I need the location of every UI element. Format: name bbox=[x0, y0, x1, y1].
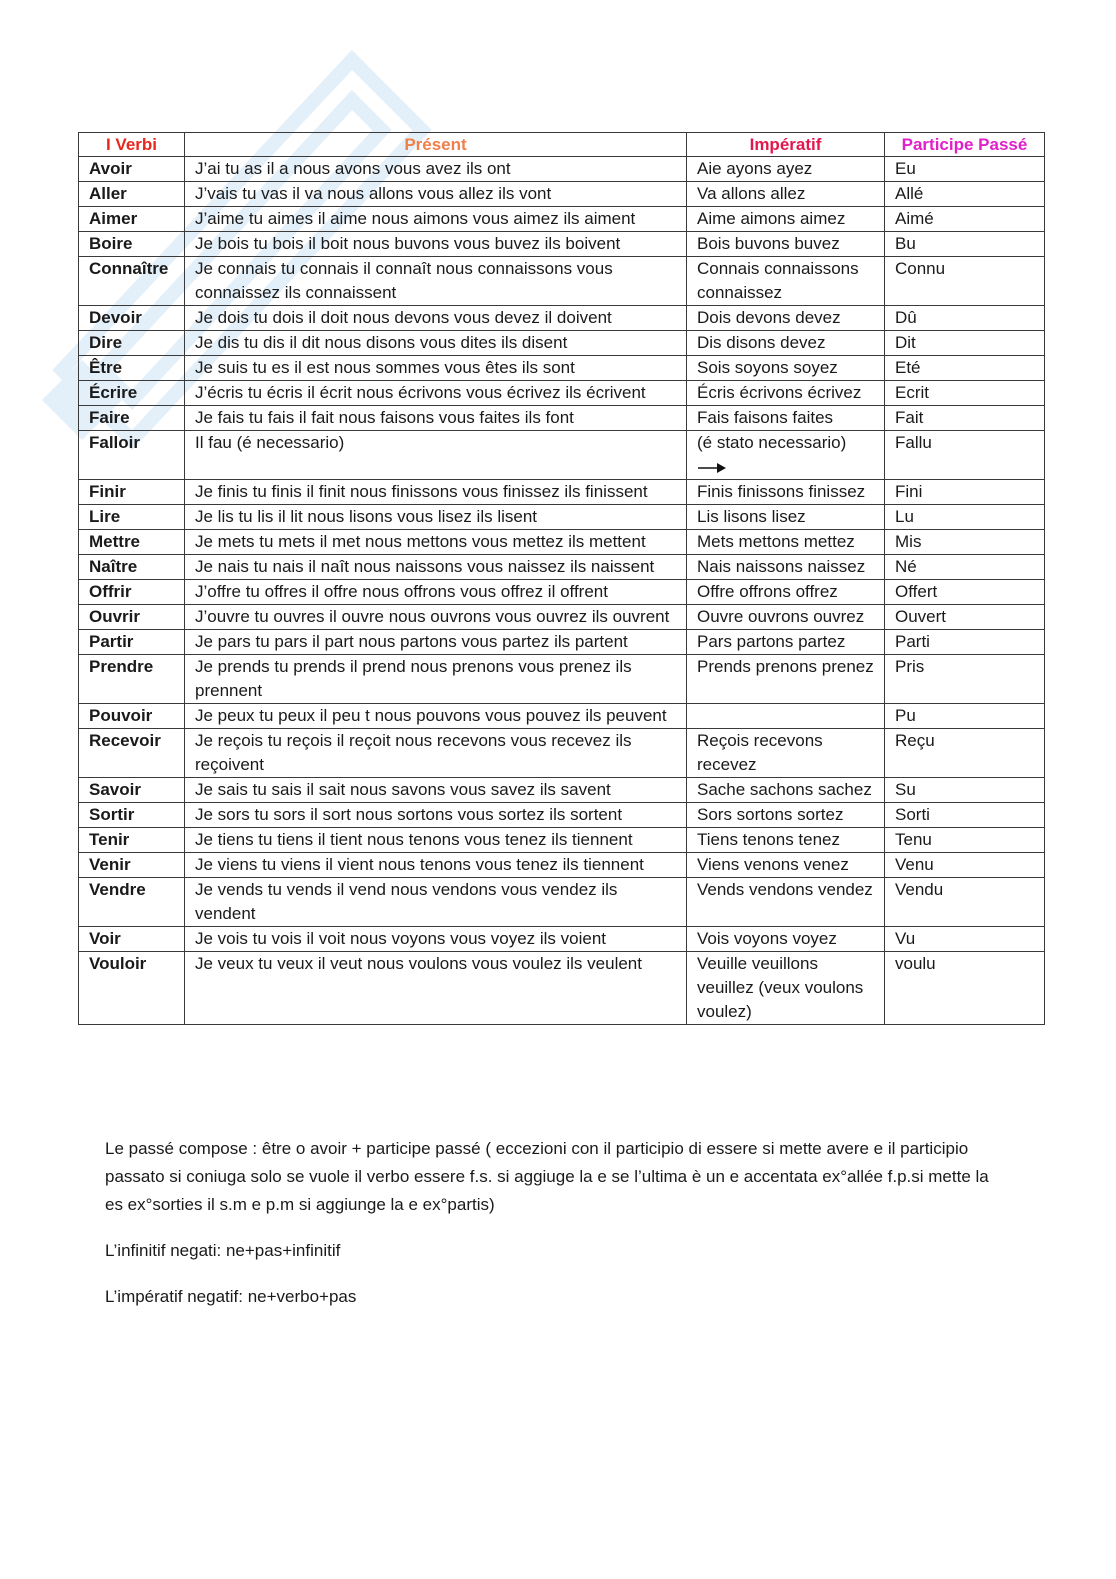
arrow-right-icon bbox=[697, 462, 727, 474]
imperatif-cell-text: Dis disons devez bbox=[697, 333, 826, 352]
present-cell-text: J’ouvre tu ouvres il ouvre nous ouvrons vous ouvrez ils ouvrent bbox=[195, 607, 670, 626]
table-row bbox=[79, 828, 1045, 853]
participe-cell-text: Aimé bbox=[895, 209, 934, 228]
verb-cell-text: Aimer bbox=[89, 209, 138, 228]
present-cell bbox=[185, 853, 687, 878]
participe-cell-text: Mis bbox=[895, 532, 922, 551]
table-row bbox=[79, 878, 1045, 927]
table-row bbox=[79, 232, 1045, 257]
verb-cell bbox=[79, 356, 185, 381]
verb-cell-text: Finir bbox=[89, 482, 126, 501]
present-cell-text: Je bois tu bois il boit nous buvons vous buvez ils boivent bbox=[195, 234, 621, 253]
present-cell bbox=[185, 530, 687, 555]
table-row bbox=[79, 630, 1045, 655]
present-cell-text: Je viens tu viens il vient nous tenons vous tenez ils tiennent bbox=[195, 855, 644, 874]
present-cell-text: J’écris tu écris il écrit nous écrivons vous écrivez ils écrivent bbox=[195, 383, 646, 402]
verb-cell-text: Lire bbox=[89, 507, 121, 526]
table-row bbox=[79, 406, 1045, 431]
participe-cell-text: Parti bbox=[895, 632, 930, 651]
imperatif-cell-text: Connais connaissons connaissez bbox=[697, 259, 859, 302]
present-cell bbox=[185, 157, 687, 182]
present-cell bbox=[185, 580, 687, 605]
verb-cell bbox=[79, 878, 185, 927]
imperatif-cell bbox=[687, 356, 885, 381]
present-cell-text: Je reçois tu reçois il reçoit nous recevons vous recevez ils reçoivent bbox=[195, 731, 632, 774]
note-imperatif-negatif: L’impératif negatif: ne+verbo+pas bbox=[105, 1287, 357, 1306]
verb-cell-text: Offrir bbox=[89, 582, 132, 601]
imperatif-cell bbox=[687, 927, 885, 952]
participe-cell bbox=[885, 729, 1045, 778]
participe-cell bbox=[885, 157, 1045, 182]
participe-cell bbox=[885, 381, 1045, 406]
imperatif-cell-text: Finis finissons finissez bbox=[697, 482, 866, 501]
table-row bbox=[79, 655, 1045, 704]
verb-cell bbox=[79, 182, 185, 207]
imperatif-cell bbox=[687, 853, 885, 878]
imperatif-cell bbox=[687, 182, 885, 207]
present-cell-text: J’offre tu offres il offre nous offrons vous offrez il offrent bbox=[195, 582, 608, 601]
table-row bbox=[79, 555, 1045, 580]
imperatif-cell bbox=[687, 207, 885, 232]
present-cell-text: J’vais tu vas il va nous allons vous allez ils vont bbox=[195, 184, 552, 203]
table-row bbox=[79, 431, 1045, 480]
table-row bbox=[79, 331, 1045, 356]
present-cell bbox=[185, 952, 687, 1025]
present-cell bbox=[185, 655, 687, 704]
grammar-notes bbox=[105, 1135, 1005, 1329]
table-row bbox=[79, 729, 1045, 778]
participe-cell bbox=[885, 927, 1045, 952]
imperatif-cell bbox=[687, 505, 885, 530]
verb-cell-text: Boire bbox=[89, 234, 133, 253]
imperatif-cell-text: Sors sortons sortez bbox=[697, 805, 844, 824]
imperatif-cell bbox=[687, 630, 885, 655]
header-imperatif: Impératif bbox=[687, 133, 885, 157]
table-row bbox=[79, 356, 1045, 381]
present-cell-text: Il fau (é necessario) bbox=[195, 433, 345, 452]
participe-cell bbox=[885, 431, 1045, 480]
verb-cell-text: Prendre bbox=[89, 657, 154, 676]
table-row bbox=[79, 480, 1045, 505]
participe-cell bbox=[885, 480, 1045, 505]
verb-cell bbox=[79, 431, 185, 480]
imperatif-cell bbox=[687, 704, 885, 729]
participe-cell-text: Bu bbox=[895, 234, 916, 253]
imperatif-cell bbox=[687, 381, 885, 406]
present-cell-text: Je fais tu fais il fait nous faisons vous faites ils font bbox=[195, 408, 574, 427]
present-cell-text: Je dois tu dois il doit nous devons vous devez il doivent bbox=[195, 308, 612, 327]
present-cell bbox=[185, 306, 687, 331]
participe-cell-text: Sorti bbox=[895, 805, 930, 824]
header-participe: Participe Passé bbox=[885, 133, 1045, 157]
verb-cell bbox=[79, 306, 185, 331]
participe-cell-text: Dû bbox=[895, 308, 917, 327]
imperatif-cell-text: Aime aimons aimez bbox=[697, 209, 846, 228]
participe-cell bbox=[885, 605, 1045, 630]
imperatif-cell-text: Bois buvons buvez bbox=[697, 234, 840, 253]
verb-cell-text: Recevoir bbox=[89, 731, 161, 750]
imperatif-cell bbox=[687, 952, 885, 1025]
participe-cell bbox=[885, 207, 1045, 232]
imperatif-cell bbox=[687, 778, 885, 803]
participe-cell bbox=[885, 580, 1045, 605]
imperatif-cell-text: Sois soyons soyez bbox=[697, 358, 838, 377]
present-cell bbox=[185, 704, 687, 729]
participe-cell-text: Connu bbox=[895, 259, 946, 278]
present-cell-text: Je mets tu mets il met nous mettons vous mettez ils mettent bbox=[195, 532, 646, 551]
verb-cell bbox=[79, 605, 185, 630]
participe-cell-text: Fallu bbox=[895, 433, 932, 452]
participe-cell-text: Pris bbox=[895, 657, 925, 676]
table-row bbox=[79, 952, 1045, 1025]
table-row bbox=[79, 530, 1045, 555]
present-cell bbox=[185, 257, 687, 306]
present-cell bbox=[185, 406, 687, 431]
table-row bbox=[79, 157, 1045, 182]
participe-cell-text: Allé bbox=[895, 184, 924, 203]
verb-cell bbox=[79, 257, 185, 306]
present-cell bbox=[185, 431, 687, 480]
participe-cell-text: Dit bbox=[895, 333, 916, 352]
present-cell-text: Je vois tu vois il voit nous voyons vous voyez ils voient bbox=[195, 929, 607, 948]
imperatif-cell-text: Vends vendons vendez bbox=[697, 880, 873, 899]
table-row bbox=[79, 927, 1045, 952]
verb-cell bbox=[79, 232, 185, 257]
verb-cell-text: Être bbox=[89, 358, 123, 377]
verb-cell-text: Aller bbox=[89, 184, 127, 203]
imperatif-cell bbox=[687, 157, 885, 182]
imperatif-cell-text: Va allons allez bbox=[697, 184, 806, 203]
participe-cell bbox=[885, 778, 1045, 803]
participe-cell bbox=[885, 306, 1045, 331]
participe-cell-text: Fini bbox=[895, 482, 923, 501]
verb-cell bbox=[79, 580, 185, 605]
header-verbi: I Verbi bbox=[79, 133, 185, 157]
verb-cell bbox=[79, 381, 185, 406]
verb-cell-text: Falloir bbox=[89, 433, 141, 452]
present-cell-text: Je prends tu prends il prend nous prenons vous prenez ils prennent bbox=[195, 657, 632, 700]
participe-cell-text: Lu bbox=[895, 507, 914, 526]
present-cell-text: Je finis tu finis il finit nous finissons vous finissez ils finissent bbox=[195, 482, 648, 501]
present-cell bbox=[185, 878, 687, 927]
present-cell bbox=[185, 331, 687, 356]
participe-cell-text: Ouvert bbox=[895, 607, 947, 626]
imperatif-cell bbox=[687, 480, 885, 505]
verbs-table bbox=[78, 132, 1045, 1025]
present-cell bbox=[185, 828, 687, 853]
verb-cell bbox=[79, 555, 185, 580]
imperatif-cell-text: Reçois recevons recevez bbox=[697, 731, 823, 774]
participe-cell-text: Offert bbox=[895, 582, 938, 601]
verb-cell bbox=[79, 952, 185, 1025]
verb-cell-text: Voir bbox=[89, 929, 121, 948]
imperatif-cell bbox=[687, 803, 885, 828]
participe-cell-text: Né bbox=[895, 557, 917, 576]
verb-cell-text: Écrire bbox=[89, 383, 138, 402]
note-passe-compose: Le passé compose : être o avoir + participe passé ( eccezioni con il participio di essere si mette avere e il participio passato si coniuga solo se vuole il verbo essere f.s. si aggiuge la e se l’ultima è un e accentata ex°allée f.p.si mette la es ex°sorties il s.m e p.m si aggiunge la e ex°partis) bbox=[105, 1139, 989, 1214]
verb-cell bbox=[79, 655, 185, 704]
present-cell bbox=[185, 207, 687, 232]
present-cell-text: Je nais tu nais il naît nous naissons vous naissez ils naissent bbox=[195, 557, 655, 576]
participe-cell-text: Tenu bbox=[895, 830, 932, 849]
verb-cell-text: Partir bbox=[89, 632, 134, 651]
participe-cell-text: Vu bbox=[895, 929, 916, 948]
participe-cell bbox=[885, 505, 1045, 530]
participe-cell-text: Su bbox=[895, 780, 916, 799]
verb-cell-text: Venir bbox=[89, 855, 131, 874]
verb-cell bbox=[79, 803, 185, 828]
imperatif-cell bbox=[687, 878, 885, 927]
header-present: Présent bbox=[185, 133, 687, 157]
verb-cell bbox=[79, 505, 185, 530]
verb-cell-text: Vouloir bbox=[89, 954, 147, 973]
present-cell bbox=[185, 555, 687, 580]
verb-cell bbox=[79, 630, 185, 655]
participe-cell bbox=[885, 331, 1045, 356]
table-row bbox=[79, 605, 1045, 630]
verb-cell bbox=[79, 927, 185, 952]
present-cell-text: Je peux tu peux il peu t nous pouvons vous pouvez ils peuvent bbox=[195, 706, 667, 725]
imperatif-cell bbox=[687, 257, 885, 306]
participe-cell bbox=[885, 257, 1045, 306]
present-cell bbox=[185, 729, 687, 778]
present-cell-text: Je pars tu pars il part nous partons vous partez ils partent bbox=[195, 632, 628, 651]
note-infinitif-negatif: L’infinitif negati: ne+pas+infinitif bbox=[105, 1241, 341, 1260]
imperatif-cell-text: Dois devons devez bbox=[697, 308, 841, 327]
verb-cell-text: Naître bbox=[89, 557, 138, 576]
verb-cell-text: Avoir bbox=[89, 159, 132, 178]
participe-cell bbox=[885, 655, 1045, 704]
table-header-row bbox=[79, 133, 1045, 157]
present-cell-text: J’ai tu as il a nous avons vous avez ils ont bbox=[195, 159, 511, 178]
table-row bbox=[79, 182, 1045, 207]
present-cell-text: Je veux tu veux il veut nous voulons vous voulez ils veulent bbox=[195, 954, 642, 973]
imperatif-cell-text: Tiens tenons tenez bbox=[697, 830, 841, 849]
participe-cell bbox=[885, 828, 1045, 853]
participe-cell-text: Fait bbox=[895, 408, 924, 427]
imperatif-cell-text: Écris écrivons écrivez bbox=[697, 383, 862, 402]
verb-cell-text: Mettre bbox=[89, 532, 141, 551]
participe-cell bbox=[885, 555, 1045, 580]
verb-cell bbox=[79, 480, 185, 505]
participe-cell bbox=[885, 406, 1045, 431]
present-cell bbox=[185, 356, 687, 381]
imperatif-cell bbox=[687, 729, 885, 778]
imperatif-cell-text: Lis lisons lisez bbox=[697, 507, 806, 526]
verb-cell-text: Dire bbox=[89, 333, 123, 352]
present-cell-text: Je vends tu vends il vend nous vendons vous vendez ils vendent bbox=[195, 880, 618, 923]
imperatif-cell-text: Mets mettons mettez bbox=[697, 532, 855, 551]
participe-cell-text: Ecrit bbox=[895, 383, 929, 402]
imperatif-cell bbox=[687, 331, 885, 356]
participe-cell-text: Reçu bbox=[895, 731, 935, 750]
verb-cell-text: Tenir bbox=[89, 830, 130, 849]
participe-cell bbox=[885, 232, 1045, 257]
present-cell-text: Je sors tu sors il sort nous sortons vous sortez ils sortent bbox=[195, 805, 623, 824]
verb-cell-text: Pouvoir bbox=[89, 706, 153, 725]
verb-cell bbox=[79, 331, 185, 356]
verb-cell bbox=[79, 729, 185, 778]
verb-cell bbox=[79, 828, 185, 853]
imperatif-cell-text: Pars partons partez bbox=[697, 632, 846, 651]
imperatif-cell-text: Offre offrons offrez bbox=[697, 582, 838, 601]
imperatif-cell bbox=[687, 828, 885, 853]
present-cell bbox=[185, 927, 687, 952]
present-cell bbox=[185, 505, 687, 530]
participe-cell bbox=[885, 952, 1045, 1025]
present-cell bbox=[185, 480, 687, 505]
verb-cell bbox=[79, 853, 185, 878]
participe-cell bbox=[885, 704, 1045, 729]
present-cell-text: Je tiens tu tiens il tient nous tenons vous tenez ils tiennent bbox=[195, 830, 633, 849]
imperatif-cell bbox=[687, 431, 885, 480]
imperatif-cell-text: Aie ayons ayez bbox=[697, 159, 813, 178]
present-cell-text: Je connais tu connais il connaît nous connaissons vous connaissez ils connaissent bbox=[195, 259, 613, 302]
present-cell bbox=[185, 605, 687, 630]
participe-cell bbox=[885, 356, 1045, 381]
participe-cell bbox=[885, 853, 1045, 878]
participe-cell bbox=[885, 530, 1045, 555]
present-cell-text: Je lis tu lis il lit nous lisons vous lisez ils lisent bbox=[195, 507, 538, 526]
present-cell bbox=[185, 803, 687, 828]
participe-cell-text: Eté bbox=[895, 358, 921, 377]
participe-cell bbox=[885, 630, 1045, 655]
verb-cell-text: Savoir bbox=[89, 780, 141, 799]
imperatif-cell bbox=[687, 655, 885, 704]
verb-cell-text: Faire bbox=[89, 408, 130, 427]
table-row bbox=[79, 381, 1045, 406]
participe-cell-text: Pu bbox=[895, 706, 916, 725]
table-row bbox=[79, 853, 1045, 878]
verb-cell bbox=[79, 778, 185, 803]
present-cell-text: J’aime tu aimes il aime nous aimons vous aimez ils aiment bbox=[195, 209, 636, 228]
imperatif-cell-text: Veuille veuillons veuillez (veux voulons voulez) bbox=[697, 954, 864, 1021]
imperatif-cell bbox=[687, 605, 885, 630]
verb-cell bbox=[79, 207, 185, 232]
present-cell-text: Je dis tu dis il dit nous disons vous dites ils disent bbox=[195, 333, 568, 352]
imperatif-cell-text: Ouvre ouvrons ouvrez bbox=[697, 607, 865, 626]
table-row bbox=[79, 207, 1045, 232]
imperatif-cell-text: Fais faisons faites bbox=[697, 408, 834, 427]
present-cell bbox=[185, 381, 687, 406]
verb-cell bbox=[79, 530, 185, 555]
verb-cell-text: Sortir bbox=[89, 805, 135, 824]
participe-cell-text: Vendu bbox=[895, 880, 944, 899]
imperatif-cell-text: Viens venons venez bbox=[697, 855, 849, 874]
table-row bbox=[79, 580, 1045, 605]
imperatif-cell-text: Vois voyons voyez bbox=[697, 929, 837, 948]
participe-cell-text: Venu bbox=[895, 855, 934, 874]
present-cell-text: Je sais tu sais il sait nous savons vous savez ils savent bbox=[195, 780, 611, 799]
imperatif-cell bbox=[687, 530, 885, 555]
table-row bbox=[79, 803, 1045, 828]
imperatif-cell bbox=[687, 555, 885, 580]
table-row bbox=[79, 257, 1045, 306]
imperatif-cell bbox=[687, 580, 885, 605]
present-cell bbox=[185, 232, 687, 257]
imperatif-cell-text: (é stato necessario) bbox=[697, 433, 847, 452]
participe-cell-text: Eu bbox=[895, 159, 916, 178]
table-row bbox=[79, 306, 1045, 331]
participe-cell-text: voulu bbox=[895, 954, 936, 973]
imperatif-cell bbox=[687, 232, 885, 257]
table-row bbox=[79, 505, 1045, 530]
participe-cell bbox=[885, 182, 1045, 207]
verb-cell-text: Devoir bbox=[89, 308, 142, 327]
table-row bbox=[79, 778, 1045, 803]
present-cell bbox=[185, 182, 687, 207]
participe-cell bbox=[885, 803, 1045, 828]
present-cell-text: Je suis tu es il est nous sommes vous êtes ils sont bbox=[195, 358, 575, 377]
present-cell bbox=[185, 630, 687, 655]
participe-cell bbox=[885, 878, 1045, 927]
present-cell bbox=[185, 778, 687, 803]
verb-cell bbox=[79, 406, 185, 431]
imperatif-cell-text: Sache sachons sachez bbox=[697, 780, 872, 799]
imperatif-cell bbox=[687, 306, 885, 331]
verb-cell bbox=[79, 704, 185, 729]
imperatif-cell-text: Prends prenons prenez bbox=[697, 657, 874, 676]
verb-cell bbox=[79, 157, 185, 182]
verb-cell-text: Vendre bbox=[89, 880, 146, 899]
verb-cell-text: Ouvrir bbox=[89, 607, 141, 626]
imperatif-cell-text: Nais naissons naissez bbox=[697, 557, 866, 576]
verb-cell-text: Connaître bbox=[89, 259, 169, 278]
table-row bbox=[79, 704, 1045, 729]
imperatif-cell bbox=[687, 406, 885, 431]
